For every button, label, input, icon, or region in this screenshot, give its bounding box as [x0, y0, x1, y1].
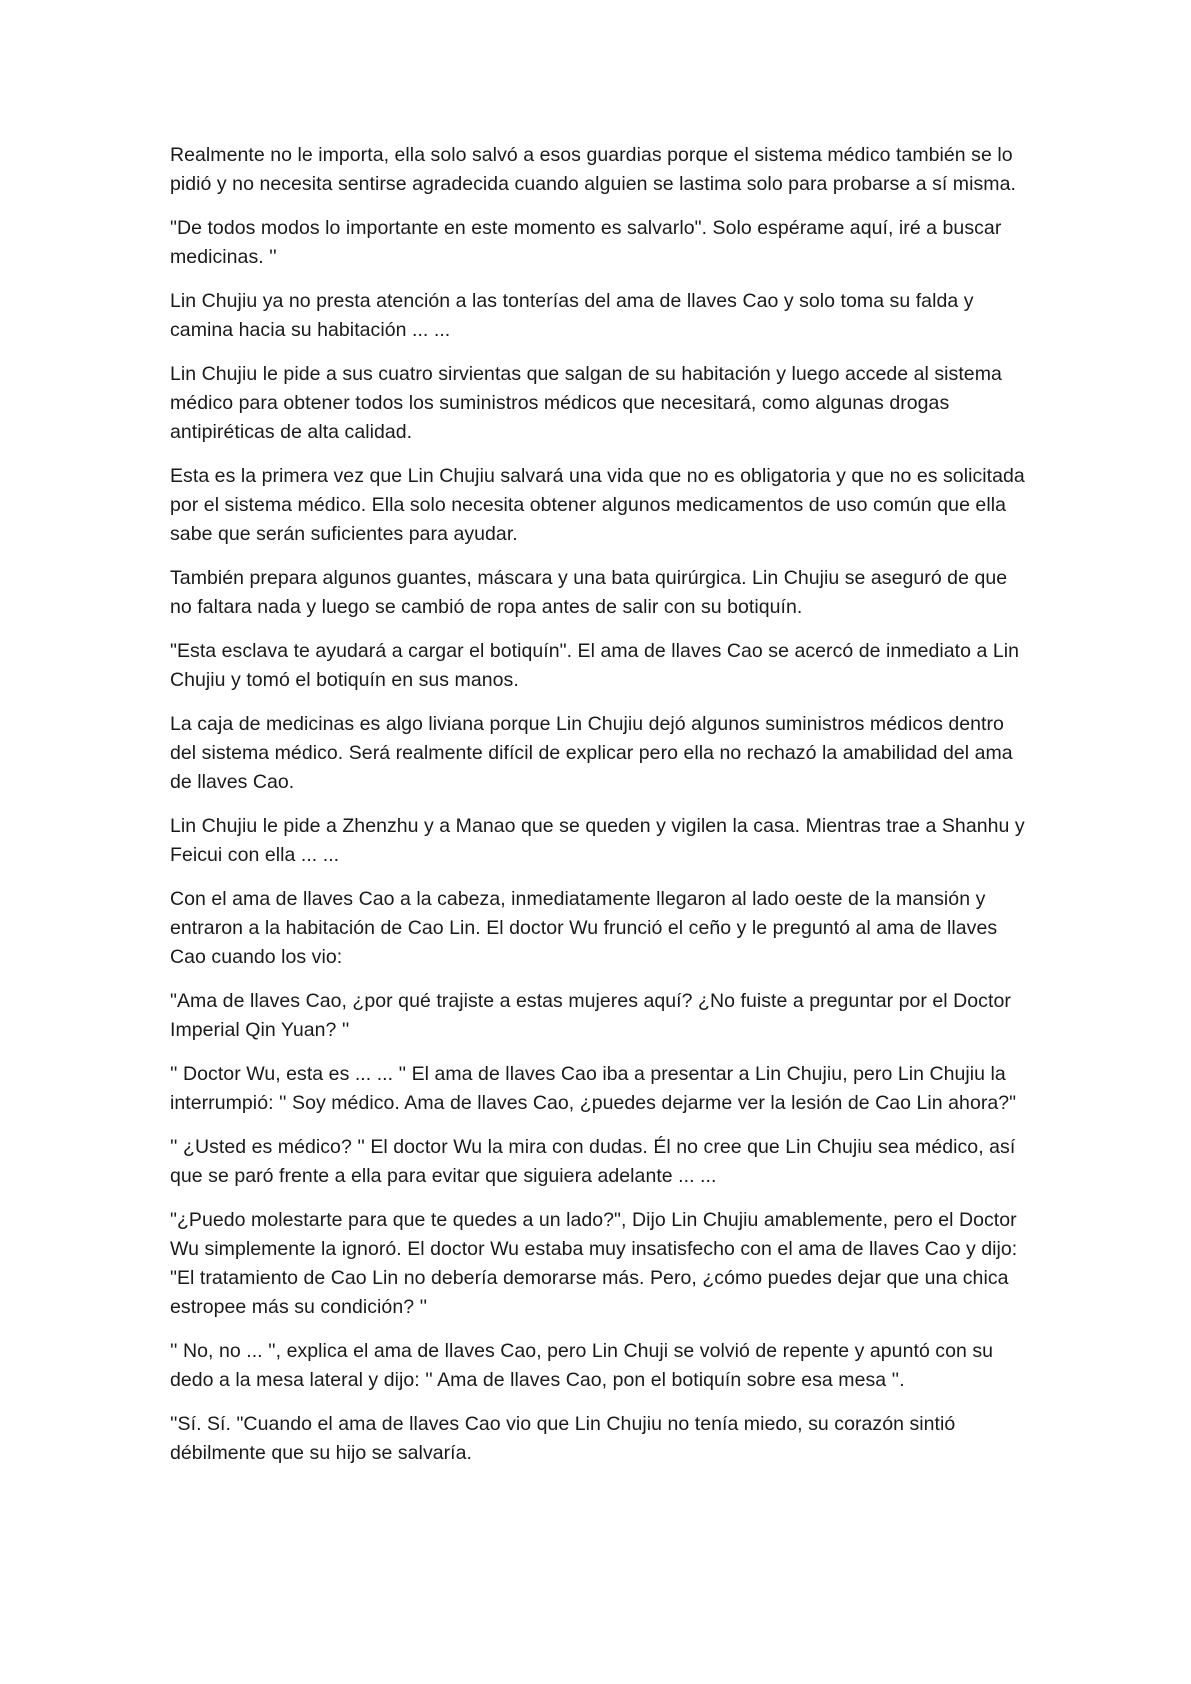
paragraph: '' No, no ... '', explica el ama de llaves Cao, pero Lin Chuji se volvió de repente y apuntó con su dedo a la mesa lateral y dijo: '' Ama de llaves Cao, pon el botiquín sobre esa mesa ''.: [170, 1340, 994, 1391]
paragraph: Esta es la primera vez que Lin Chujiu salvará una vida que no es obligatoria y que no es solicitada por el sistema médico. Ella solo necesita obtener algunos medicamentos de uso común que ella sabe que serán suficientes para ayudar.: [170, 465, 1025, 545]
paragraph: '' Doctor Wu, esta es ... ... '' El ama de llaves Cao iba a presentar a Lin Chujiu, pero Lin Chujiu la interrumpió: '' Soy médico. Ama de llaves Cao, ¿puedes dejarme ver la lesión de Cao Lin ahora?": [170, 1063, 1017, 1114]
paragraph: Lin Chujiu le pide a Zhenzhu y a Manao que se queden y vigilen la casa. Mientras trae a Shanhu y Feicui con ella ... ...: [170, 815, 1025, 866]
paragraph: "De todos modos lo importante en este momento es salvarlo". Solo espérame aquí, iré a buscar medicinas. '': [170, 217, 1002, 268]
paragraph: Con el ama de llaves Cao a la cabeza, inmediatamente llegaron al lado oeste de la mansión y entraron a la habitación de Cao Lin. El doctor Wu frunció el ceño y le preguntó al ama de llaves Cao cuando los vio:: [170, 888, 998, 968]
paragraph: La caja de medicinas es algo liviana porque Lin Chujiu dejó algunos suministros médicos dentro del sistema médico. Será realmente difícil de explicar pero ella no rechazó la amabilidad del ama de llaves Cao.: [170, 713, 1013, 793]
paragraph: Lin Chujiu ya no presta atención a las tonterías del ama de llaves Cao y solo toma su falda y camina hacia su habitación ... ...: [170, 290, 974, 341]
paragraph: "¿Puedo molestarte para que te quedes a un lado?", Dijo Lin Chujiu amablemente, pero el Doctor Wu simplemente la ignoró. El doctor Wu estaba muy insatisfecho con el ama de llaves Cao y dijo: "El tratamiento de Cao Lin no debería demorarse más. Pero, ¿cómo puedes dejar que una chica estropee más su condición? '': [170, 1209, 1018, 1318]
paragraph: Realmente no le importa, ella solo salvó a esos guardias porque el sistema médico también se lo pidió y no necesita sentirse agradecida cuando alguien se lastima solo para probarse a sí misma.: [170, 144, 1016, 195]
paragraph: '' ¿Usted es médico? '' El doctor Wu la mira con dudas. Él no cree que Lin Chujiu sea médico, así que se paró frente a ella para evitar que siguiera adelante ... ...: [170, 1136, 1016, 1187]
paragraph: Lin Chujiu le pide a sus cuatro sirvientas que salgan de su habitación y luego accede al sistema médico para obtener todos los suministros médicos que necesitará, como algunas drogas antipiréticas de alta calidad.: [170, 363, 1002, 443]
paragraph: ''Sí. Sí. "Cuando el ama de llaves Cao vio que Lin Chujiu no tenía miedo, su corazón sintió débilmente que su hijo se salvaría.: [170, 1413, 956, 1464]
paragraph: "Esta esclava te ayudará a cargar el botiquín". El ama de llaves Cao se acercó de inmediato a Lin Chujiu y tomó el botiquín en sus manos.: [170, 640, 1020, 691]
paragraph: También prepara algunos guantes, máscara y una bata quirúrgica. Lin Chujiu se aseguró de que no faltara nada y luego se cambió de ropa antes de salir con su botiquín.: [170, 567, 1008, 618]
document-body: [170, 141, 1028, 1483]
paragraph: "Ama de llaves Cao, ¿por qué trajiste a estas mujeres aquí? ¿No fuiste a preguntar por el Doctor Imperial Qin Yuan? '': [170, 990, 1011, 1041]
